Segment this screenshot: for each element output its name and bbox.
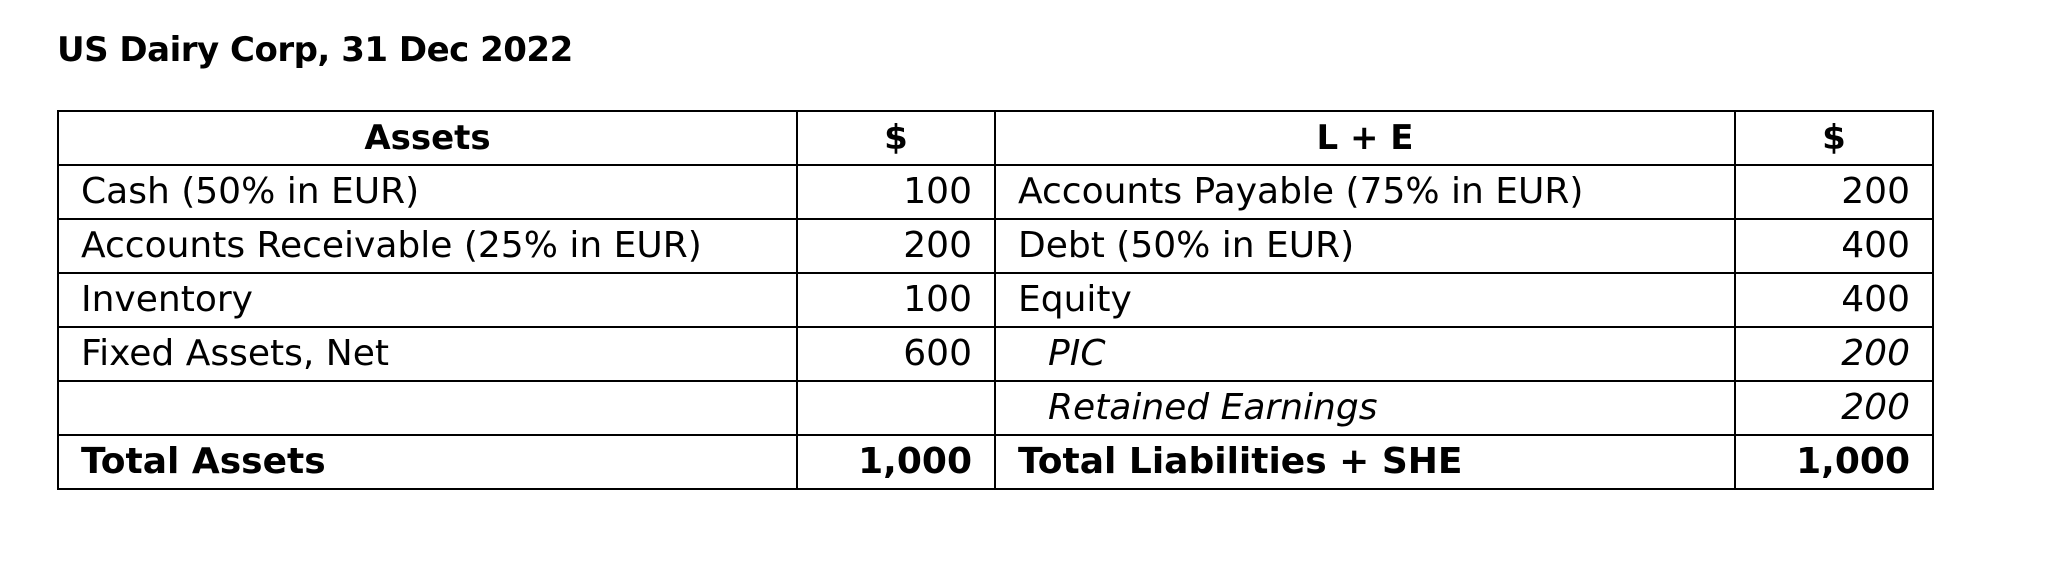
le-sublabel: PIC: [995, 327, 1735, 381]
table-row: [58, 381, 1933, 435]
table-header-row: [58, 111, 1933, 165]
total-le-label: Total Liabilities + SHE: [995, 435, 1735, 489]
le-value: 400: [1735, 219, 1933, 273]
page-title: US Dairy Corp, 31 Dec 2022: [57, 30, 573, 70]
table-row: [58, 273, 1933, 327]
asset-label: Inventory: [58, 273, 797, 327]
balance-sheet-table: [57, 110, 1934, 490]
le-value: 400: [1735, 273, 1933, 327]
asset-value: 200: [797, 219, 995, 273]
asset-label: Fixed Assets, Net: [58, 327, 797, 381]
header-assets: Assets: [58, 111, 797, 165]
le-sublabel: Retained Earnings: [995, 381, 1735, 435]
asset-value: 600: [797, 327, 995, 381]
asset-value: 100: [797, 165, 995, 219]
asset-label: Cash (50% in EUR): [58, 165, 797, 219]
header-liabilities-equity: L + E: [995, 111, 1735, 165]
asset-value: [797, 381, 995, 435]
total-assets-label: Total Assets: [58, 435, 797, 489]
header-assets-amount: $: [797, 111, 995, 165]
le-value: 200: [1735, 165, 1933, 219]
total-row: [58, 435, 1933, 489]
header-le-amount: $: [1735, 111, 1933, 165]
le-label: Equity: [995, 273, 1735, 327]
asset-label: [58, 381, 797, 435]
le-label: Accounts Payable (75% in EUR): [995, 165, 1735, 219]
table-row: [58, 327, 1933, 381]
table-row: [58, 219, 1933, 273]
asset-value: 100: [797, 273, 995, 327]
le-label: Debt (50% in EUR): [995, 219, 1735, 273]
total-assets-value: 1,000: [797, 435, 995, 489]
table-row: [58, 165, 1933, 219]
asset-label: Accounts Receivable (25% in EUR): [58, 219, 797, 273]
le-subvalue: 200: [1735, 327, 1933, 381]
le-subvalue: 200: [1735, 381, 1933, 435]
total-le-value: 1,000: [1735, 435, 1933, 489]
